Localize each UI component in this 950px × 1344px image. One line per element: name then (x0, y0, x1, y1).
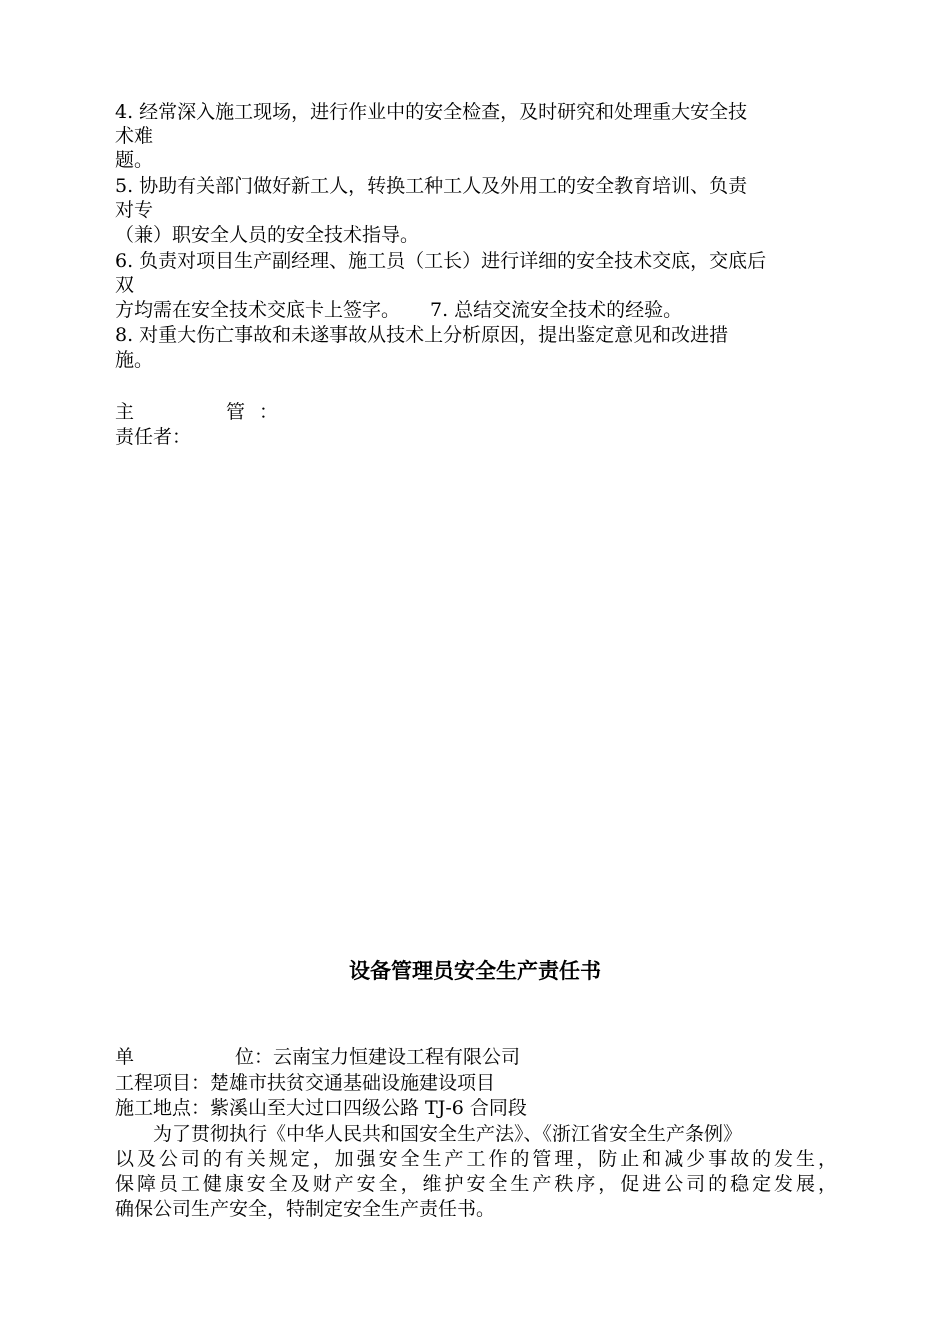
duty-6-ending: 方均需在安全技术交底卡上签字。 (115, 299, 401, 321)
project-field (115, 1071, 495, 1095)
paragraph-line-1: 为了贯彻执行《中华人民共和国安全生产法》、《浙江省安全生产条例》 (153, 1123, 743, 1145)
signature-responsible-label: 责任者： (115, 426, 192, 448)
document-title: 设备管理员安全生产责任书 (349, 958, 601, 983)
duty-4-line-2: 术难 (115, 125, 154, 147)
duty-6-line-1: 6. 负责对项目生产副经理、施工员（工长）进行详细的安全技术交底，交底后 (115, 250, 767, 272)
duty-7: 7. 总结交流安全技术的经验。 (430, 299, 683, 321)
duty-4-line-3: 题。 (115, 149, 154, 171)
duty-6-line-3 (115, 298, 682, 322)
site-label: 施工地点： (115, 1097, 211, 1119)
duty-8-line-2: 施。 (115, 349, 154, 371)
paragraph-line-3: 保障员工健康安全及财产安全，维护安全生产秩序，促进公司的稳定发展， (115, 1173, 837, 1195)
paragraph-line-2: 以及公司的有关规定，加强安全生产工作的管理，防止和减少事故的发生， (115, 1148, 837, 1170)
paragraph-line-4: 确保公司生产安全，特制定安全生产责任书。 (115, 1198, 496, 1220)
duty-5-line-3: （兼）职安全人员的安全技术指导。 (115, 224, 420, 246)
project-label: 工程项目： (115, 1072, 211, 1094)
unit-label-b: 位： (235, 1046, 274, 1068)
duty-4-line-1: 4. 经常深入施工现场，进行作业中的安全检查，及时研究和处理重大安全技 (115, 101, 748, 123)
signature-supervisor-label: 主 管 ： (115, 401, 279, 423)
unit-field (115, 1045, 520, 1069)
site-field (115, 1096, 527, 1120)
project-value: 楚雄市扶贫交通基础设施建设项目 (210, 1072, 496, 1094)
duty-5-line-2: 对专 (115, 199, 154, 221)
unit-label-a: 单 (115, 1046, 135, 1068)
duty-8-line-1: 8. 对重大伤亡事故和未遂事故从技术上分析原因，提出鉴定意见和改进措 (115, 324, 729, 346)
site-value: 紫溪山至大过口四级公路 TJ-6 合同段 (210, 1097, 527, 1119)
duty-5-line-1: 5. 协助有关部门做好新工人，转换工种工人及外用工的安全教育培训、负责 (115, 175, 748, 197)
unit-value: 云南宝力恒建设工程有限公司 (273, 1046, 521, 1068)
duty-6-line-2: 双 (115, 274, 135, 296)
